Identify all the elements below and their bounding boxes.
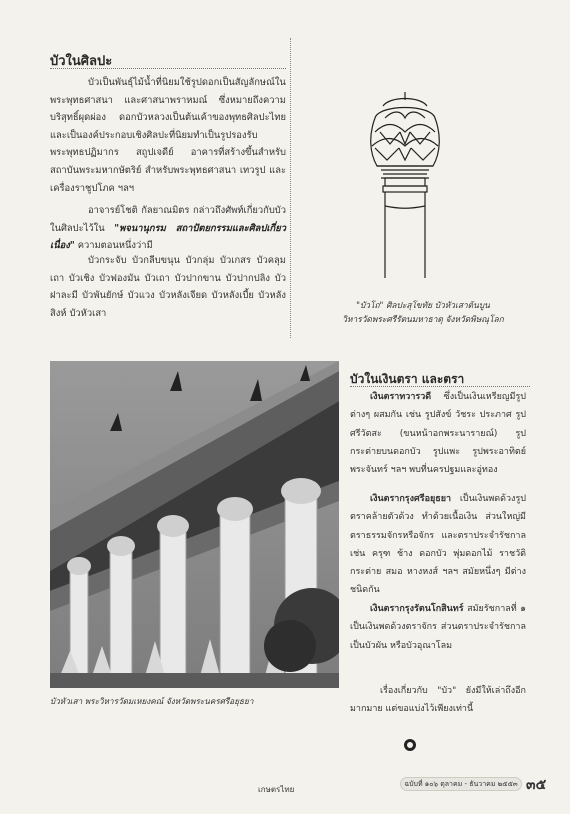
section2-heading: บัวในเงินตรา และตรา bbox=[350, 372, 465, 386]
heading-divider bbox=[50, 68, 286, 69]
illustration-caption: "บัวโถ" ศิลปะสุโขทัย บัวหัวเสาต้นบูน วิหารวัดพระศรีรัตนมหาธาตุ จังหวัดพิษณุโลก bbox=[342, 300, 504, 324]
page-number: ๓๕ bbox=[526, 777, 547, 793]
section1-paragraph-2: อาจารย์โชติ กัลยาณมิตร กล่าวถึงศัพท์เกี่ยวกับบัวในศิลปะไว้ใน "พจนานุกรม สถาปัตยกรรมและศิลปเกี่ยวเนื่อง" ความตอนหนึ่งว่ามี bbox=[50, 205, 286, 252]
ornament-icon bbox=[404, 739, 416, 751]
issue-label: ฉบับที่ ๑๐๖ ตุลาคม - ธันวาคม ๒๕๕๓ bbox=[400, 777, 522, 791]
temple-photo bbox=[50, 361, 339, 688]
dictionary-title: "พจนานุกรม สถาปัตยกรรมและศิลปเกี่ยวเนื่อง" bbox=[50, 222, 286, 252]
column-divider bbox=[290, 38, 291, 338]
dvaravati-paragraph: เงินตราทวารวดี ซึ่งเป็นเงินเหรียญมีรูปต่างๆ ผสมกัน เช่น รูปสังข์ วัชระ ประภาศ รูปศรีวัตสะ (ขนหน้าอกพระนารายณ์) รูปกระต่ายบนดอกบัว รูปแพะ รูปพระอาทิตย์ พระจันทร์ ฯลฯ พบที่นครปฐมและอู่ทอง bbox=[350, 392, 526, 476]
section1-heading: บัวในศิลปะ bbox=[50, 54, 113, 69]
publisher-logo: เกษตรไทย bbox=[258, 785, 295, 794]
heading-divider bbox=[350, 386, 530, 387]
closing-paragraph: เรื่องเกี่ยวกับ "บัว" ยังมีให้เล่าถึงอีกมากมาย แต่ขอแบ่งไว้เพียงเท่านี้ bbox=[350, 686, 526, 715]
lotus-capital-illustration bbox=[345, 88, 465, 288]
photo-caption: บัวหัวเสา พระวิหารวัดมเหยงคณ์ จังหวัดพระนครศรีอยุธยา bbox=[50, 696, 254, 706]
rattanakosin-paragraph: เงินตรากรุงรัตนโกสินทร์ สมัยรัชกาลที่ ๑ เป็นเงินพดด้วงตราจักร ส่วนตราประจำรัชกาลเป็นบัวผัน หรือบัวอุณาโลม bbox=[350, 604, 526, 651]
ayutthaya-paragraph: เงินตรากรุงศรีอยุธยา เป็นเงินพดด้วงรูปตราคล้ายตัวด้วง ทำด้วยเนื้อเงิน ส่วนใหญ่มีตราธรรมจักรหรือจักร และตราประจำรัชกาล เช่น ครุฑ ช้าง ดอกบัว พุ่มดอกไม้ ราชวัติ กระต่าย สมอ หางหงส์ ฯลฯ สมัยหนึ่งๆ มีต่างชนิดกัน bbox=[350, 494, 526, 596]
section1-paragraph-3: บัวกระจับ บัวกลีบขนุน บัวกลุ่ม บัวเกสร บัวคลุมเถา บัวเชิง บัวฟองมัน บัวเถา บัวปากขาน บัวปากปลิง บัวฝาละมี บัวพันยักษ์ บัวแวง บัวหลังเจียด บัวหลังเบี้ย บัวหลังสิงห์ บัวหัวเสา bbox=[50, 255, 286, 319]
section1-paragraph-1: บัวเป็นพันธุ์ไม้น้ำที่นิยมใช้รูปดอกเป็นสัญลักษณ์ในพระพุทธศาสนา และศาสนาพราหมณ์ ซึ่งหมายถึงความบริสุทธิ์ผุดผ่อง ดอกบัวหลวงเป็นต้นเค้าของพุทธศิลปะไทย และเป็นองค์ประกอบเชิงศิลปะที่นิยมทำเป็นรูปรองรับพระพุทธปฏิมากร สถูปเจดีย์ อาคารที่สร้างขึ้นสำหรับสถาบันพระมหากษัตริย์ สำหรับพระพุทธศาสนา เทวรูป และเครื่องราชูปโภค ฯลฯ bbox=[50, 77, 286, 194]
